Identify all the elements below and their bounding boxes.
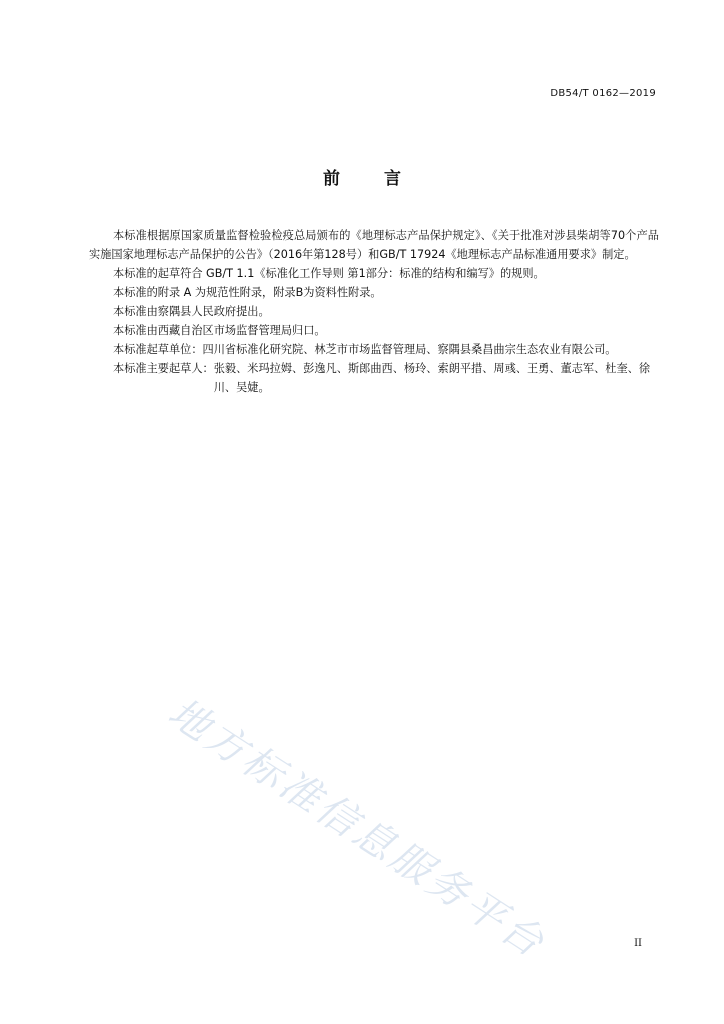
paragraph-administrator: 本标准由西藏自治区市场监督管理局归口。 (113, 324, 326, 337)
preface-body (89, 226, 659, 397)
main-drafters (89, 359, 659, 397)
paragraph-basis: 本标准根据原国家质量监督检验检疫总局颁布的《地理标志产品保护规定》、《关于批准对涉县柴胡等70个产品实施国家地理标志产品保护的公告》（2016年第128号）和GB/T 17924《地理标志产品标准通用要求》制定。 (89, 229, 659, 261)
main-drafters-label: 本标准主要起草人： (113, 362, 214, 375)
drafting-units-label: 本标准起草单位： (113, 343, 203, 356)
page-title: 前言 (323, 169, 445, 189)
page-number: II (634, 938, 642, 949)
paragraph-appendix: 本标准的附录 A 为规范性附录，附录B为资料性附录。 (113, 286, 382, 299)
paragraph-proposer: 本标准由察隅县人民政府提出。 (113, 305, 270, 318)
main-drafters-value: 张毅、米玛拉姆、彭逸凡、斯郎曲西、杨玲、索朗平措、周彧、王勇、董志军、杜奎、徐川、吴婕。 (213, 362, 651, 394)
watermark: 地方标准信息服务平台 (160, 689, 555, 968)
paragraph-drafting-rules: 本标准的起草符合 GB/T 1.1《标准化工作导则 第1部分：标准的结构和编写》的规则。 (113, 267, 545, 280)
document-code: DB54/T 0162—2019 (550, 88, 656, 99)
drafting-units (89, 340, 659, 359)
drafting-units-value: 四川省标准化研究院、林芝市市场监督管理局、察隅县桑昌曲宗生态农业有限公司。 (202, 343, 617, 356)
